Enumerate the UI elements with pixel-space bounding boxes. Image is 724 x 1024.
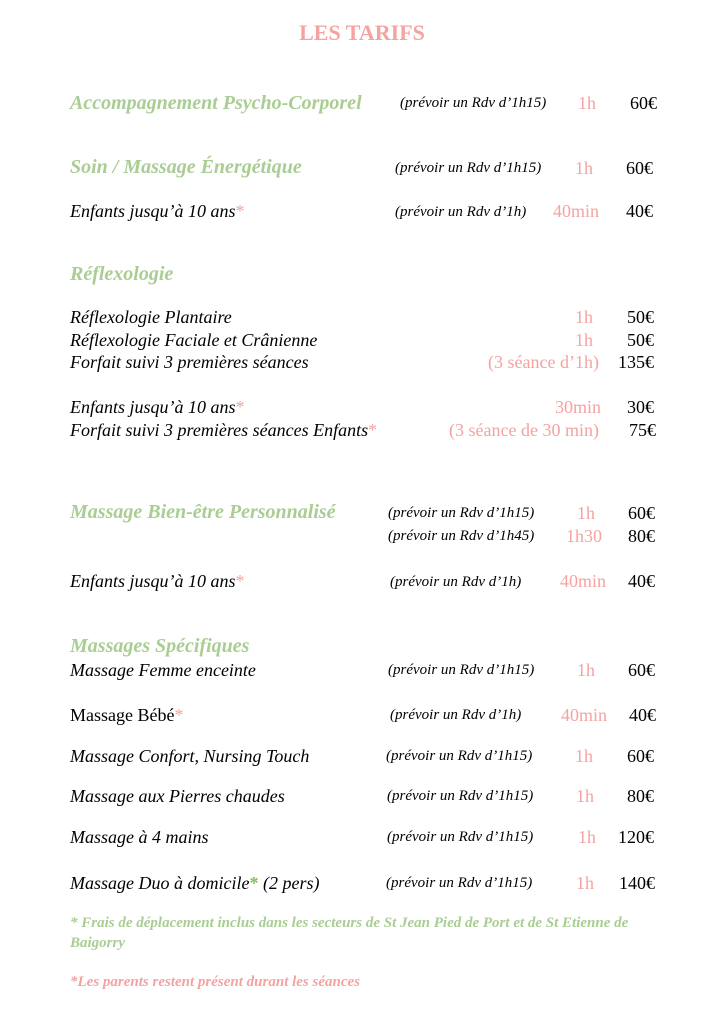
section-title-bienetre: Massage Bien-être Personnalisé <box>70 501 336 523</box>
reflexo-faciale-label: Réflexologie Faciale et Crânienne <box>70 330 318 350</box>
bienetre-opt1-duration: 1h <box>577 503 595 523</box>
femme-enceinte-duration: 1h <box>577 660 595 680</box>
bienetre-opt2-note: (prévoir un Rdv d’1h45) <box>388 528 535 544</box>
duo-note: (prévoir un Rdv d’1h15) <box>386 875 533 891</box>
duo-price: 140€ <box>619 873 655 893</box>
quatre-mains-price: 120€ <box>618 827 654 847</box>
soin-enfants-note: (prévoir un Rdv d’1h) <box>395 204 527 220</box>
reflexo-enfants-duration: 30min <box>555 397 602 417</box>
reflexo-plantaire-price: 50€ <box>627 307 654 327</box>
footnote-frais: * Frais de déplacement inclus dans les secteurs de St Jean Pied de Port et de St Etienne de Baigorry <box>70 915 629 951</box>
confort-label: Massage Confort, Nursing Touch <box>70 746 310 766</box>
femme-enceinte-price: 60€ <box>628 660 655 680</box>
confort-price: 60€ <box>627 746 654 766</box>
soin-enfants-duration: 40min <box>553 201 600 221</box>
bebe-price: 40€ <box>629 705 656 725</box>
pierres-label: Massage aux Pierres chaudes <box>70 786 285 806</box>
reflexo-forfait-enfants-price: 75€ <box>629 420 656 440</box>
femme-enceinte-label: Massage Femme enceinte <box>70 660 256 680</box>
psycho-price: 60€ <box>630 93 657 113</box>
section-title-psycho: Accompagnement Psycho-Corporel <box>70 92 362 114</box>
quatre-mains-label: Massage à 4 mains <box>70 827 209 847</box>
pierres-price: 80€ <box>627 786 654 806</box>
bienetre-enfants-label: Enfants jusqu’à 10 ans* <box>70 571 245 591</box>
femme-enceinte-note: (prévoir un Rdv d’1h15) <box>388 662 535 678</box>
reflexo-faciale-duration: 1h <box>575 330 593 350</box>
reflexo-plantaire-duration: 1h <box>575 307 593 327</box>
duo-label: Massage Duo à domicile* (2 pers) <box>70 873 320 893</box>
reflexo-forfait-label: Forfait suivi 3 premières séances <box>70 352 309 372</box>
psycho-duration: 1h <box>578 93 596 113</box>
reflexo-enfants-label: Enfants jusqu’à 10 ans* <box>70 397 245 417</box>
quatre-mains-note: (prévoir un Rdv d’1h15) <box>387 829 534 845</box>
bienetre-opt1-price: 60€ <box>628 503 655 523</box>
reflexo-faciale-price: 50€ <box>627 330 654 350</box>
reflexo-plantaire-label: Réflexologie Plantaire <box>70 307 232 327</box>
bienetre-enfants-note: (prévoir un Rdv d’1h) <box>390 574 522 590</box>
footnote-parents: *Les parents restent présent durant les séances <box>70 974 361 990</box>
pierres-duration: 1h <box>576 786 594 806</box>
reflexo-forfait-enfants-label: Forfait suivi 3 premières séances Enfants* <box>70 420 378 440</box>
bienetre-opt2-price: 80€ <box>628 526 655 546</box>
soin-note: (prévoir un Rdv d’1h15) <box>395 160 542 176</box>
section-title-reflexologie: Réflexologie <box>70 263 174 285</box>
bienetre-opt2-duration: 1h30 <box>566 526 602 546</box>
soin-enfants-price: 40€ <box>626 201 653 221</box>
pierres-note: (prévoir un Rdv d’1h15) <box>387 788 534 804</box>
soin-price: 60€ <box>626 158 653 178</box>
reflexo-enfants-price: 30€ <box>627 397 654 417</box>
soin-duration: 1h <box>575 158 593 178</box>
bienetre-enfants-duration: 40min <box>560 571 607 591</box>
reflexo-forfait-duration: (3 séance d’1h) <box>488 352 599 372</box>
confort-note: (prévoir un Rdv d’1h15) <box>386 748 533 764</box>
psycho-note: (prévoir un Rdv d’1h15) <box>400 95 547 111</box>
bebe-duration: 40min <box>561 705 608 725</box>
bienetre-opt1-note: (prévoir un Rdv d’1h15) <box>388 505 535 521</box>
confort-duration: 1h <box>575 746 593 766</box>
page-title: LES TARIFS <box>299 20 425 45</box>
bienetre-enfants-price: 40€ <box>628 571 655 591</box>
bebe-note: (prévoir un Rdv d’1h) <box>390 707 522 723</box>
soin-enfants-label: Enfants jusqu’à 10 ans* <box>70 201 245 221</box>
duo-duration: 1h <box>576 873 594 893</box>
section-title-specifiques: Massages Spécifiques <box>70 635 250 657</box>
section-title-soin: Soin / Massage Énergétique <box>70 156 302 178</box>
reflexo-forfait-price: 135€ <box>618 352 654 372</box>
quatre-mains-duration: 1h <box>578 827 596 847</box>
reflexo-forfait-enfants-duration: (3 séance de 30 min) <box>449 420 599 440</box>
bebe-label: Massage Bébé* <box>70 705 184 725</box>
